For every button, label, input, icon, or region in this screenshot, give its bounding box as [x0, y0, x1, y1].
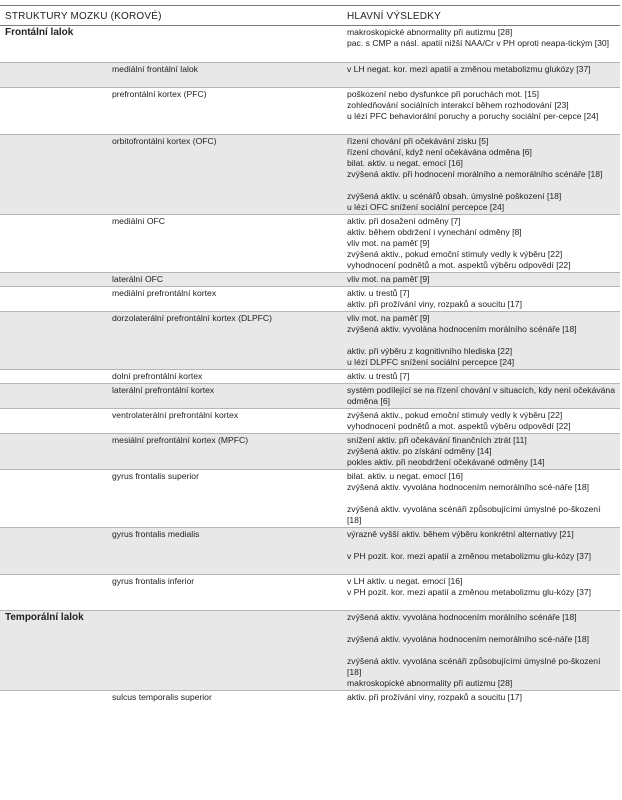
structure-label: laterální OFC: [112, 274, 164, 284]
structure-label: ventrolaterální prefrontální kortex: [112, 410, 239, 420]
results-cell: [347, 371, 617, 382]
result-item: v LH aktiv. u negat. emocí [16]: [347, 576, 463, 586]
result-item: aktiv. během obdržení i vynechání odměny [8]: [347, 227, 522, 237]
result-item: zohledňování sociálních interakcí během rozhodování [23]: [347, 100, 569, 110]
results-cell: [347, 576, 617, 609]
result-item: vliv mot. na paměť [9]: [347, 238, 430, 248]
table-row: [0, 26, 620, 62]
table-row: [0, 433, 620, 470]
table-row: [0, 527, 620, 575]
results-cell: [347, 471, 617, 526]
result-item: aktiv. při výběru z kognitivního hlediska [22]: [347, 346, 513, 356]
table-row: [0, 383, 620, 409]
result-item: aktiv. při dosažení odměny [7]: [347, 216, 461, 226]
result-item: zvýšená aktiv., pokud emoční stimuly vedly k výběru [22]: [347, 410, 563, 420]
table-row: [0, 574, 620, 611]
result-item: aktiv. u trestů [7]: [347, 288, 410, 298]
table-row: [0, 690, 620, 705]
result-item: u lézí DLPFC snížení sociální percepce [24]: [347, 357, 515, 367]
result-item: vliv mot. na paměť [9]: [347, 274, 430, 284]
table-row: [0, 469, 620, 528]
header-structures: STRUKTURY MOZKU (KOROVÉ): [5, 11, 162, 22]
results-cell: [347, 216, 617, 271]
result-item: bilat. aktiv. u negat. emocí [16]: [347, 471, 463, 481]
results-cell: [347, 435, 617, 468]
region-label: Temporální lalok: [5, 612, 84, 623]
result-item: v PH pozit. kor. mezi apatií a změnou metabolizmu glu-kózy [37]: [347, 587, 592, 597]
structure-label: gyrus frontalis inferior: [112, 576, 195, 586]
result-item: řízení chování, když není očekávána odměna [6]: [347, 147, 532, 157]
result-item: aktiv. u trestů [7]: [347, 371, 410, 381]
results-cell: [347, 410, 617, 432]
structure-label: mediální prefrontální kortex: [112, 288, 217, 298]
results-cell: [347, 385, 617, 407]
structure-label: gyrus frontalis superior: [112, 471, 199, 481]
structure-label: dorzolaterální prefrontální kortex (DLPFC): [112, 313, 273, 323]
result-item: v LH negat. kor. mezi apatií a změnou metabolizmu glukózy [37]: [347, 64, 591, 74]
table-row: [0, 134, 620, 215]
result-item: aktiv. při prožívání viny, rozpaků a soucitu [17]: [347, 299, 522, 309]
table-row: [0, 408, 620, 434]
results-cell: [347, 288, 617, 310]
structure-label: orbitofrontální kortex (OFC): [112, 136, 217, 146]
results-cell: [347, 313, 617, 368]
structure-label: mediální OFC: [112, 216, 166, 226]
structure-label: dolní prefrontální kortex: [112, 371, 203, 381]
result-item: zvýšená aktiv. vyvolána scénáři způsobujícími úmyslné po-škození [18]: [347, 656, 601, 677]
structure-label: prefrontální kortex (PFC): [112, 89, 207, 99]
result-item: aktiv. při prožívání viny, rozpaků a soucitu [17]: [347, 692, 522, 702]
header-results: HLAVNÍ VÝSLEDKY: [347, 11, 441, 22]
table-row: [0, 286, 620, 312]
result-item: zvýšená aktiv. při hodnocení morálního a nemorálního scénáře [18]: [347, 169, 603, 179]
result-item: makroskopické abnormality při autizmu [28]: [347, 678, 513, 688]
result-item: vliv mot. na paměť [9]: [347, 313, 430, 323]
result-item: pac. s CMP a násl. apatií nižší NAA/Cr v PH oproti neapa-tickým [30]: [347, 38, 610, 48]
results-cell: [347, 64, 617, 86]
results-cell: [347, 612, 617, 689]
result-item: u lézí PFC behaviorální poruchy a poruchy sociální per-cepce [24]: [347, 111, 599, 121]
result-item: zvýšená aktiv., pokud emoční stimuly vedly k výběru [22]: [347, 249, 563, 259]
result-item: zvýšená aktiv. vyvolána scénáři způsobujícími úmyslné po-škození [18]: [347, 504, 601, 525]
result-item: makroskopické abnormality při autizmu [28]: [347, 27, 513, 37]
result-item: u lézí OFC snížení sociální percepce [24]: [347, 202, 505, 212]
result-item: zvýšená aktiv. vyvolána hodnocením morálního scénáře [18]: [347, 612, 577, 622]
result-item: výrazně vyšší aktiv. během výběru konkrétní alternativy [21]: [347, 529, 574, 539]
header-top-rule: [0, 5, 620, 6]
result-item: zvýšená aktiv. vyvolána hodnocením morálního scénáře [18]: [347, 324, 577, 334]
structure-label: mediální frontální lalok: [112, 64, 198, 74]
table-row: [0, 62, 620, 88]
result-item: bilat. aktiv. u negat. emocí [16]: [347, 158, 463, 168]
result-item: systém podílející se na řízení chování v situacích, kdy není očekávána odměna [6]: [347, 385, 615, 406]
structure-label: sulcus temporalis superior: [112, 692, 212, 702]
table-row: [0, 610, 620, 691]
table-row: [0, 311, 620, 370]
result-item: poškození nebo dysfunkce při poruchách mot. [15]: [347, 89, 540, 99]
structure-label: mesiální prefrontální kortex (MPFC): [112, 435, 249, 445]
results-cell: [347, 89, 617, 133]
results-cell: [347, 27, 617, 60]
results-cell: [347, 692, 617, 703]
result-item: snížení aktiv. při očekávání finančních ztrát [11]: [347, 435, 527, 445]
result-item: zvýšená aktiv. po získání odměny [14]: [347, 446, 492, 456]
results-cell: [347, 274, 617, 285]
results-cell: [347, 136, 617, 213]
result-item: zvýšená aktiv. vyvolána hodnocením nemorálního scé-náře [18]: [347, 634, 590, 644]
result-item: vyhodnocení podnětů a mot. aspektů výběru odpovědí [22]: [347, 421, 571, 431]
region-label: Frontální lalok: [5, 27, 74, 38]
table-row: [0, 214, 620, 273]
table-row: [0, 87, 620, 135]
result-item: pokles aktiv. při neobdržení očekávané odměny [14]: [347, 457, 545, 467]
result-item: vyhodnocení podnětů a mot. aspektů výběru odpovědí [22]: [347, 260, 571, 270]
structure-label: laterální prefrontální kortex: [112, 385, 215, 395]
result-item: v PH pozit. kor. mezi apatií a změnou metabolizmu glu-kózy [37]: [347, 551, 592, 561]
result-item: zvýšená aktiv. vyvolána hodnocením nemorálního scé-náře [18]: [347, 482, 590, 492]
result-item: zvýšená aktiv. u scénářů obsah. úmyslné poškození [18]: [347, 191, 562, 201]
table-row: [0, 272, 620, 287]
results-cell: [347, 529, 617, 573]
table-row: [0, 369, 620, 384]
structure-label: gyrus frontalis medialis: [112, 529, 200, 539]
result-item: řízení chování při očekávání zisku [5]: [347, 136, 489, 146]
